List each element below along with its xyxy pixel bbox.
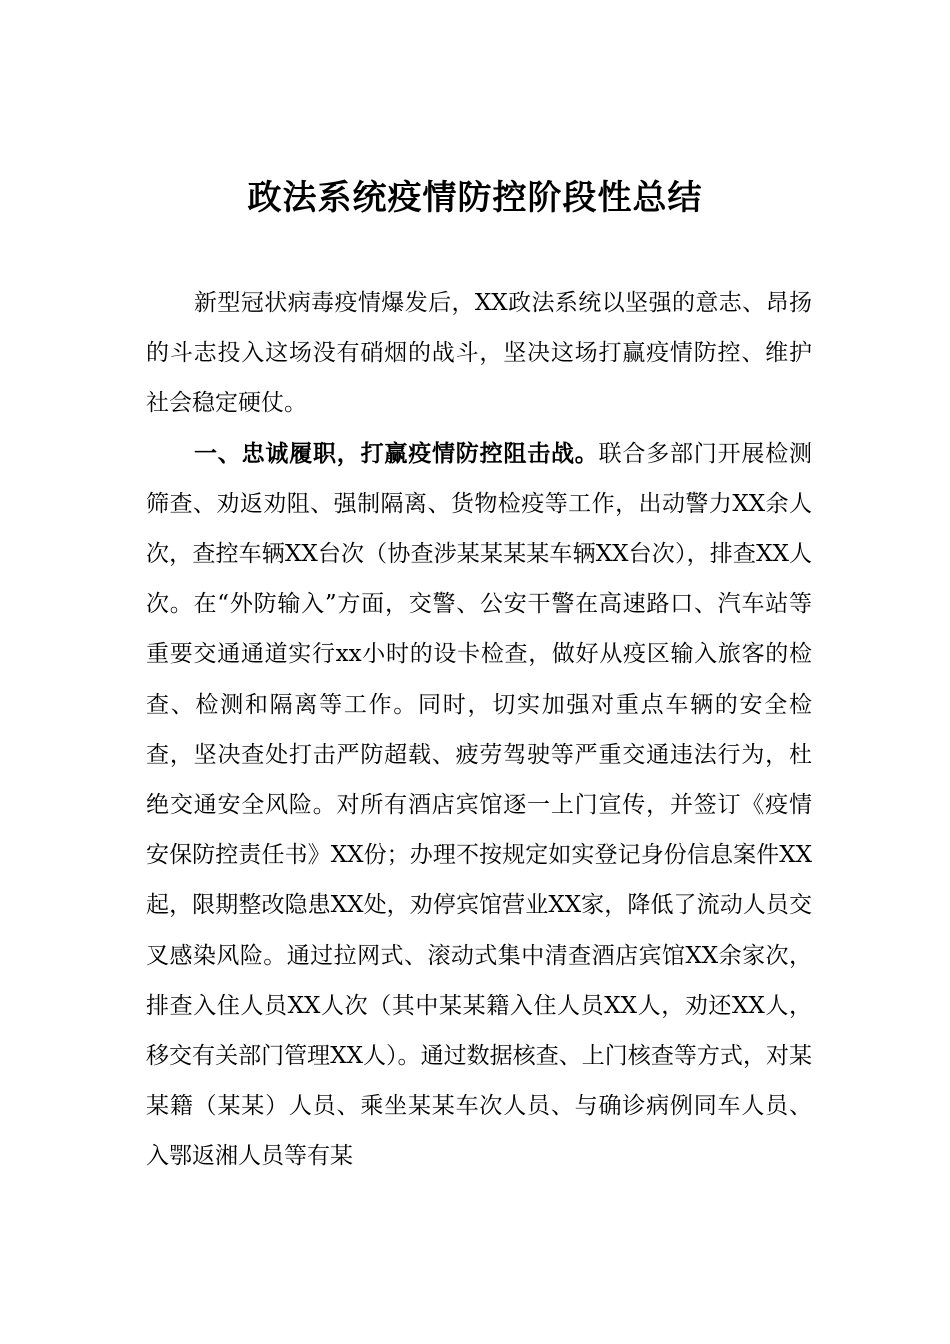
section-1-paragraph — [146, 429, 812, 1182]
document-title: 政法系统疫情防控阶段性总结 — [247, 178, 703, 218]
section-1-heading: 一、忠诚履职，打赢疫情防控阻击战。 — [194, 440, 599, 467]
document-body — [146, 278, 812, 1182]
section-1-text: 联合多部门开展检测筛查、劝返劝阻、强制隔离、货物检疫等工作，出动警力XX余人次，查控车辆XX台次（协查涉某某某某车辆XX台次），排查XX人次。在“外防输入”方面，交警、公安干警在高速路口、汽车站等重要交通通道实行xx小时的设卡检查，做好从疫区输入旅客的检查、检测和隔离等工作。同时，切实加强对重点车辆的安全检查，坚决查处打击严防超载、疲劳驾驶等严重交通违法行为，杜绝交通安全风险。对所有酒店宾馆逐一上门宣传，并签订《疫情安保防控责任书》XX份；办理不按规定如实登记身份信息案件XX起，限期整改隐患XX处，劝停宾馆营业XX家，降低了流动人员交叉感染风险。通过拉网式、滚动式集中清查酒店宾馆XX余家次，排查入住人员XX人次（其中某某籍入住人员XX人，劝还XX人，移交有关部门管理XX人）。通过数据核查、上门核查等方式，对某某籍（某某）人员、乘坐某某车次人员、与确诊病例同车人员、入鄂返湘人员等有某 — [146, 440, 813, 1170]
intro-paragraph: 新型冠状病毒疫情爆发后，XX政法系统以坚强的意志、昂扬的斗志投入这场没有硝烟的战斗，坚决这场打赢疫情防控、维护社会稳定硬仗。 — [146, 290, 812, 417]
